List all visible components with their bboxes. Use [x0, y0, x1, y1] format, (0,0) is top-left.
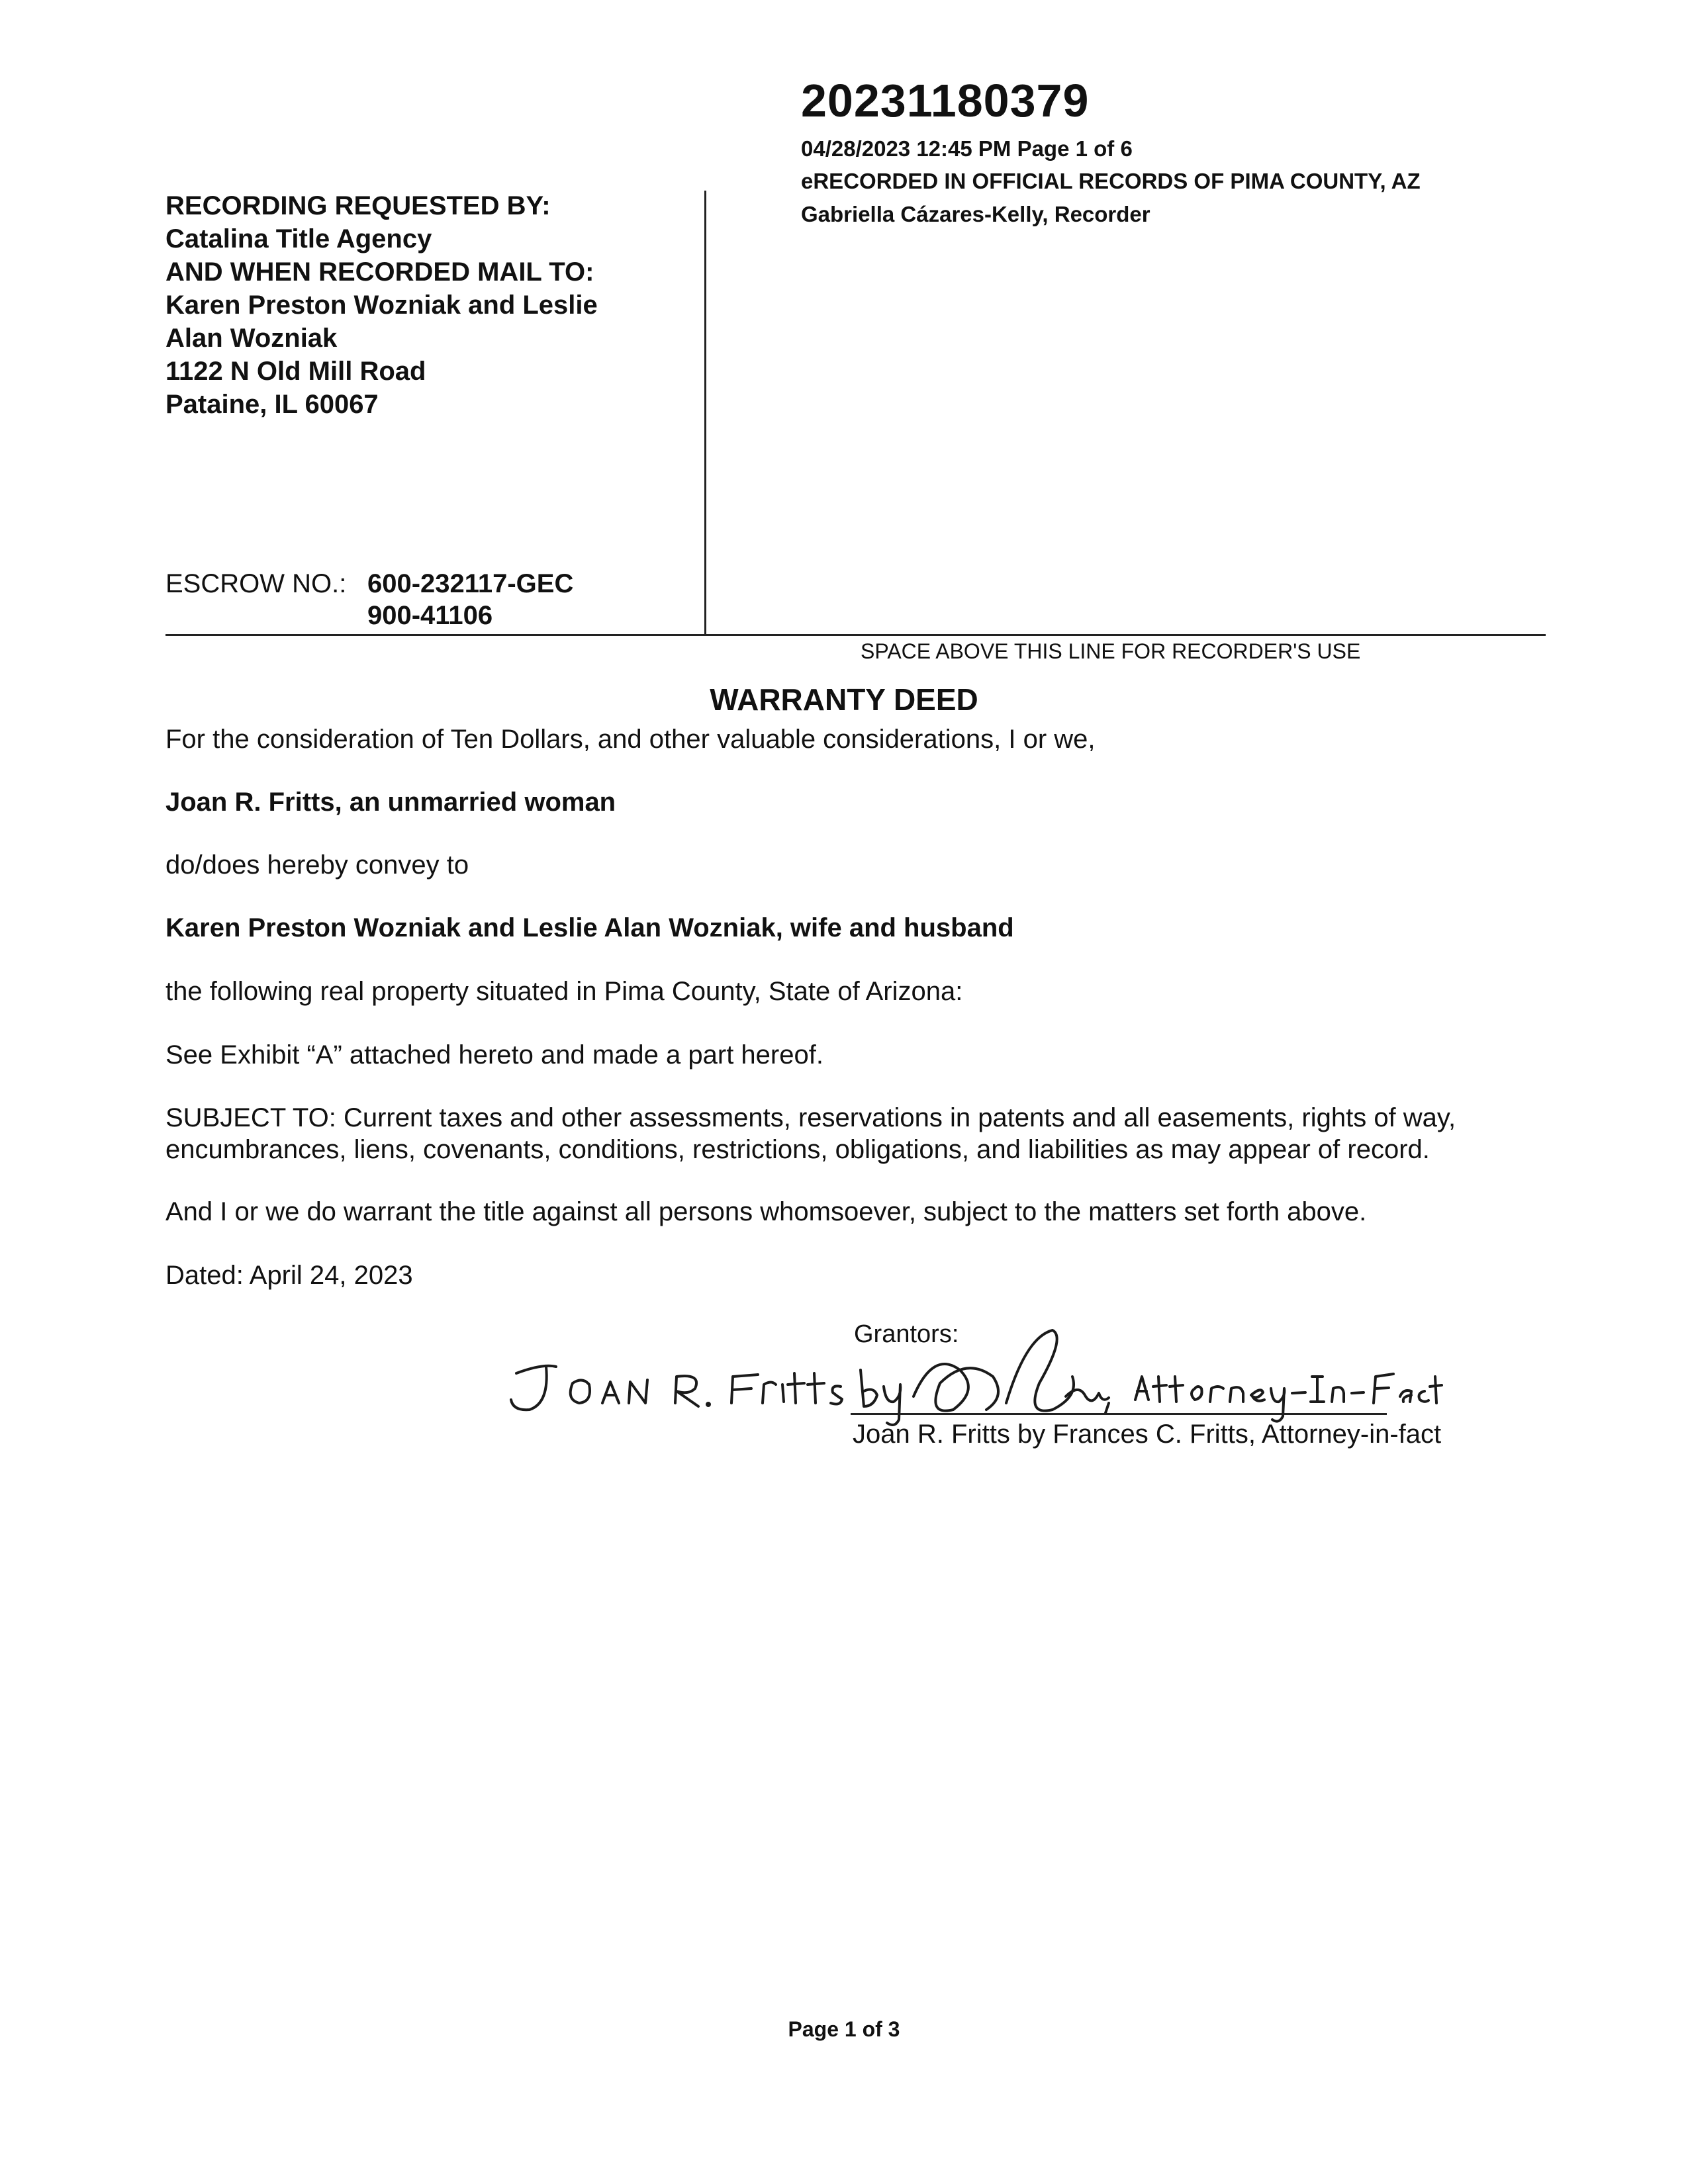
subject-to-text: SUBJECT TO: Current taxes and other assessments, reservations in patents and all easements, rights of way, encumbrances, liens, covenants, conditions, restrictions, obligations, and liabilities as may appear of record.	[165, 1103, 1456, 1164]
header-divider-vertical	[704, 191, 706, 635]
recorder-use-label: SPACE ABOVE THIS LINE FOR RECORDER'S USE	[861, 639, 1361, 663]
convey-text: do/does hereby convey to	[165, 850, 469, 880]
recorder-line: Gabriella Cázares-Kelly, Recorder	[801, 202, 1150, 226]
escrow-number-1: 600-232117-GEC	[367, 569, 574, 598]
consideration-text: For the consideration of Ten Dollars, and other valuable considerations, I or we,	[165, 725, 1096, 754]
escrow-number-2: 900-41106	[367, 601, 493, 630]
exhibit-text: See Exhibit “A” attached hereto and made a part hereof.	[165, 1040, 823, 1069]
mail-to-street: 1122 N Old Mill Road	[165, 357, 426, 386]
recording-date-page: 04/28/2023 12:45 PM Page 1 of 6	[801, 136, 1133, 161]
grantee-name: Karen Preston Wozniak and Leslie Alan Wozniak, wife and husband	[165, 913, 1014, 942]
property-text: the following real property situated in Pima County, State of Arizona:	[165, 977, 963, 1006]
signer-name: Joan R. Fritts by Frances C. Fritts, Attorney-in-fact	[853, 1420, 1442, 1449]
page-number: Page 1 of 3	[788, 2017, 900, 2041]
dated-text: Dated: April 24, 2023	[165, 1261, 413, 1290]
signature-line	[851, 1413, 1387, 1415]
requested-by-heading: RECORDING REQUESTED BY:	[165, 191, 551, 220]
recorded-line: eRECORDED IN OFFICIAL RECORDS OF PIMA COUNTY, AZ	[801, 169, 1421, 193]
escrow-label: ESCROW NO.:	[165, 569, 347, 598]
warrant-text: And I or we do warrant the title against all persons whomsoever, subject to the matters set forth above.	[165, 1197, 1367, 1226]
mail-to-heading: AND WHEN RECORDED MAIL TO:	[165, 257, 594, 287]
signature-text	[0, 0, 1, 1]
mail-to-name-line-1: Karen Preston Wozniak and Leslie	[165, 291, 598, 320]
grantor-name: Joan R. Fritts, an unmarried woman	[165, 788, 616, 817]
handwritten-signature	[503, 1310, 1443, 1430]
recorder-use-rule	[165, 634, 1546, 636]
deed-title: WARRANTY DEED	[710, 682, 978, 717]
grantors-label: Grantors:	[854, 1320, 959, 1348]
mail-to-city: Pataine, IL 60067	[165, 390, 379, 419]
mail-to-name-line-2: Alan Wozniak	[165, 324, 338, 353]
requesting-agency: Catalina Title Agency	[165, 224, 432, 253]
document-number: 20231180379	[801, 75, 1090, 126]
